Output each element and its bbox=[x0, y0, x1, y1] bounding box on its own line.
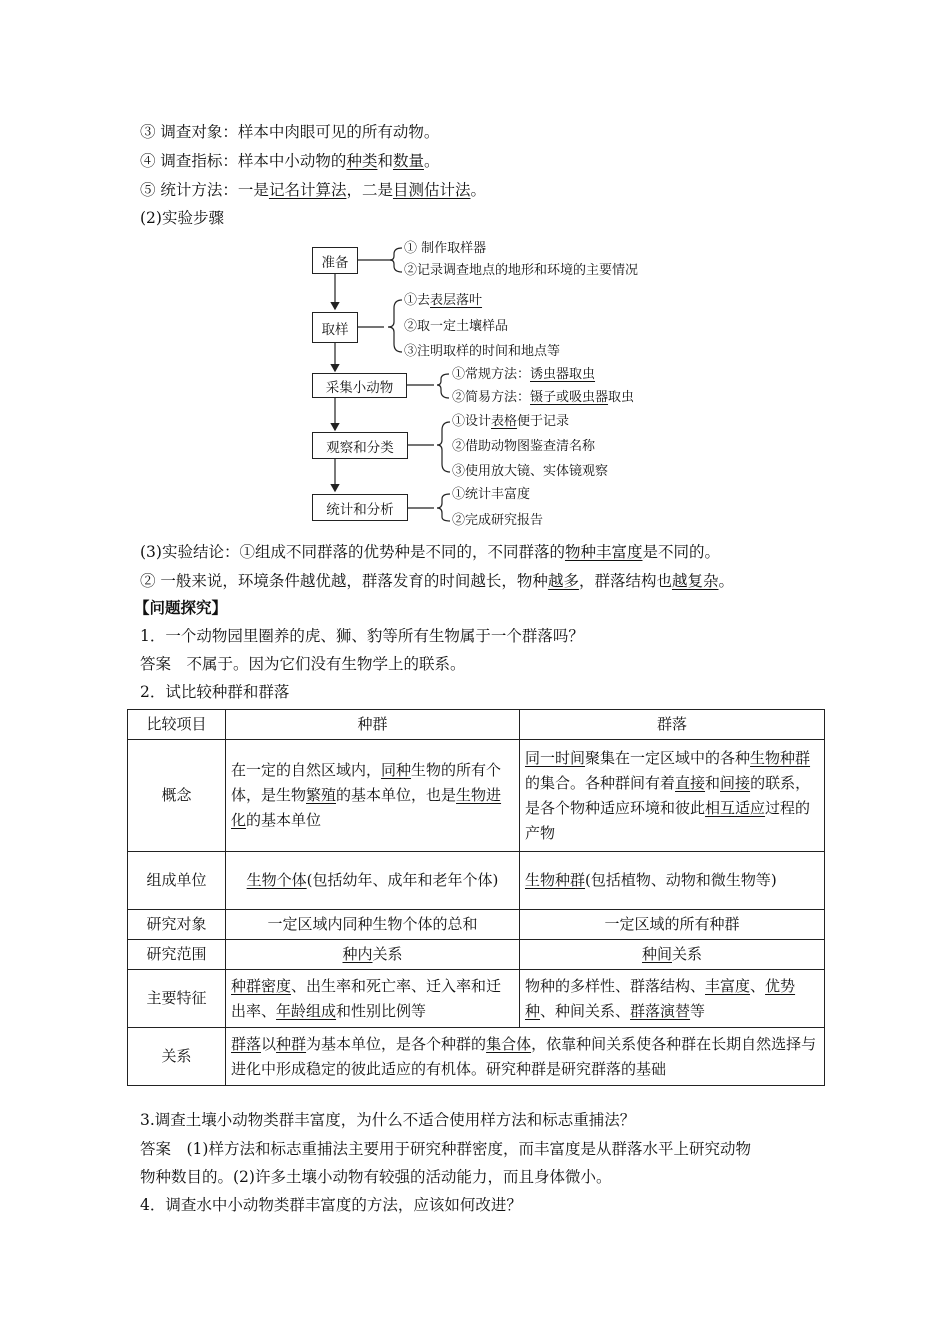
flow-item-collect-1: ①常规方法：诱虫器取虫 bbox=[452, 367, 596, 382]
row-key-concept: 概念 bbox=[128, 740, 226, 852]
section-steps-heading: (2)实验步骤 bbox=[140, 209, 224, 227]
question-4: 4．调查水中小动物类群丰富度的方法，应该如何改进？ bbox=[140, 1196, 522, 1214]
comparison-table bbox=[127, 709, 825, 1086]
row-key-relation: 关系 bbox=[128, 1028, 226, 1086]
flow-box-prepare: 准备 bbox=[312, 247, 358, 274]
brace-3 bbox=[437, 374, 449, 398]
flow-box-observe: 观察和分类 bbox=[312, 432, 408, 459]
flow-item-sampling-3: ③注明取样的时间和地点等 bbox=[404, 344, 561, 359]
flow-item-analyze-2: ②完成研究报告 bbox=[452, 513, 544, 528]
row-key-scope: 研究范围 bbox=[128, 940, 226, 970]
table-row bbox=[128, 1028, 825, 1086]
table-row bbox=[128, 970, 825, 1028]
flow-item-collect-2: ②简易方法：镊子或吸虫器取虫 bbox=[452, 390, 635, 405]
answer-3-line-2: 物种数目的。(2)许多土壤小动物有较强的活动能力，而且身体微小。 bbox=[140, 1168, 612, 1186]
table-row bbox=[128, 740, 825, 852]
table-row bbox=[128, 910, 825, 940]
brace-5 bbox=[437, 494, 450, 521]
flow-item-sampling-2: ②取一定土壤样品 bbox=[404, 319, 509, 334]
table-header-item: 比较项目 bbox=[128, 710, 226, 740]
explore-heading: 【问题探究】 bbox=[134, 598, 228, 617]
answer-3-line-1: 答案 (1)样方法和标志重捕法主要用于研究种群密度，而丰富度是从群落水平上研究动物 bbox=[140, 1140, 751, 1158]
flow-item-prepare-1: ① 制作取样器 bbox=[404, 241, 487, 256]
intro-line-indicator: ④ 调查指标：样本中小动物的种类和数量。 bbox=[140, 152, 440, 170]
unit-population: 生物个体(包括幼年、成年和老年个体) bbox=[226, 852, 520, 910]
concept-population: 在一定的自然区域内，同种生物的所有个体，是生物繁殖的基本单位，也是生物进化的基本单位 bbox=[226, 740, 520, 852]
features-population: 种群密度、出生率和死亡率、迁入率和迁出率、年龄组成和性别比例等 bbox=[226, 970, 520, 1028]
row-key-unit: 组成单位 bbox=[128, 852, 226, 910]
object-population: 一定区域内同种生物个体的总和 bbox=[226, 910, 520, 940]
table-row bbox=[128, 852, 825, 910]
flow-item-observe-3: ③使用放大镜、实体镜观察 bbox=[452, 464, 609, 479]
intro-line-method: ⑤ 统计方法：一是记名计算法，二是目测估计法。 bbox=[140, 181, 486, 199]
scope-population: 种内关系 bbox=[226, 940, 520, 970]
brace-4 bbox=[437, 422, 450, 472]
flow-box-collect: 采集小动物 bbox=[312, 373, 407, 398]
flow-box-analyze: 统计和分析 bbox=[312, 494, 408, 521]
question-3: 3.调查土壤小动物类群丰富度，为什么不适合使用样方法和标志重捕法？ bbox=[140, 1111, 636, 1129]
row-key-features: 主要特征 bbox=[128, 970, 226, 1028]
table-header-population: 种群 bbox=[226, 710, 520, 740]
answer-1: 答案 不属于。因为它们没有生物学上的联系。 bbox=[140, 655, 466, 673]
flow-item-observe-2: ②借助动物图鉴查清名称 bbox=[452, 439, 596, 454]
conclusion-line-1: (3)实验结论：①组成不同群落的优势种是不同的，不同群落的物种丰富度是不同的。 bbox=[140, 543, 720, 561]
object-community: 一定区域的所有种群 bbox=[520, 910, 825, 940]
brace-1 bbox=[390, 248, 402, 272]
features-community: 物种的多样性、群落结构、丰富度、优势种、种间关系、群落演替等 bbox=[520, 970, 825, 1028]
question-2: 2．试比较种群和群落 bbox=[140, 683, 290, 701]
question-1: 1．一个动物园里圈养的虎、狮、豹等所有生物属于一个群落吗？ bbox=[140, 627, 584, 645]
concept-community: 同一时间聚集在一定区域中的各种生物种群的集合。各种群间有着直接和间接的联系，是各个物种适应环境和彼此相互适应过程的产物 bbox=[520, 740, 825, 852]
flow-item-prepare-2: ②记录调查地点的地形和环境的主要情况 bbox=[404, 263, 639, 278]
flow-item-sampling-1: ①去表层落叶 bbox=[404, 293, 483, 308]
flow-box-sampling: 取样 bbox=[312, 312, 358, 343]
row-key-object: 研究对象 bbox=[128, 910, 226, 940]
brace-2 bbox=[388, 300, 402, 352]
table-header-community: 群落 bbox=[520, 710, 825, 740]
conclusion-line-2: ② 一般来说，环境条件越优越，群落发育的时间越长，物种越多，群落结构也越复杂。 bbox=[140, 572, 734, 590]
scope-community: 种间关系 bbox=[520, 940, 825, 970]
unit-community: 生物种群(包括植物、动物和微生物等) bbox=[520, 852, 825, 910]
flow-item-observe-1: ①设计表格便于记录 bbox=[452, 414, 570, 429]
intro-line-object: ③ 调查对象：样本中肉眼可见的所有动物。 bbox=[140, 123, 440, 141]
relation-text: 群落以种群为基本单位，是各个种群的集合体，依靠种间关系使各种群在长期自然选择与进化中形成稳定的彼此适应的有机体。研究种群是研究群落的基础 bbox=[226, 1028, 825, 1086]
flow-item-analyze-1: ①统计丰富度 bbox=[452, 487, 531, 502]
table-row bbox=[128, 940, 825, 970]
table-header-row bbox=[128, 710, 825, 740]
